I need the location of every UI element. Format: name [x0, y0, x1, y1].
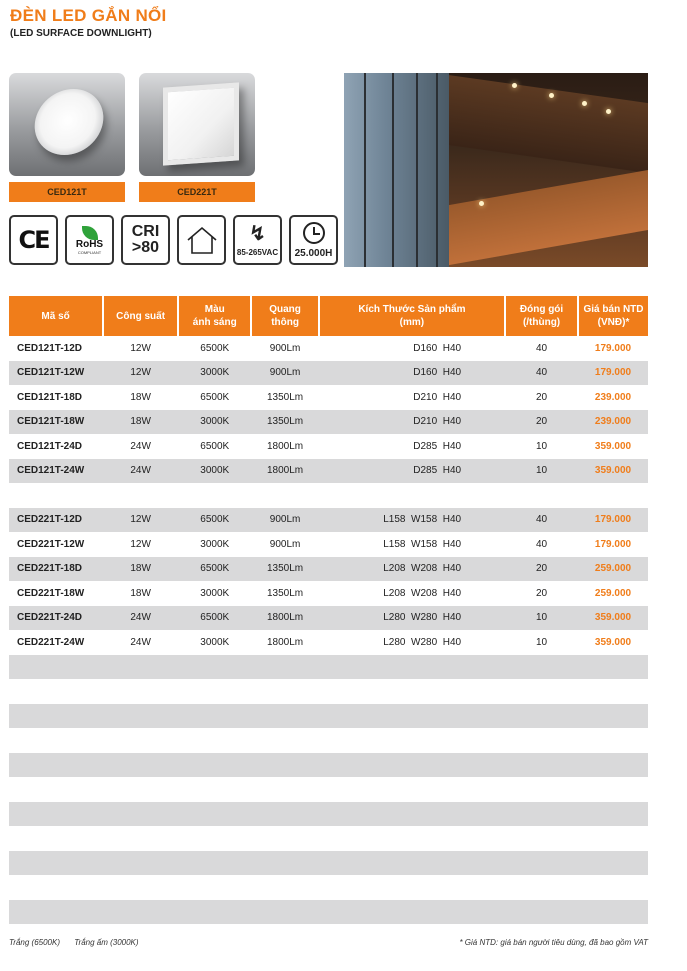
cell-color: 6500K	[178, 508, 251, 533]
header-power: Công suất	[103, 296, 178, 336]
cell-lumen: 1800Lm	[267, 440, 304, 452]
cell-code: CED121T-18W	[9, 410, 103, 435]
cell-empty	[251, 875, 318, 900]
cell-lumen: 1350Lm	[251, 557, 318, 582]
cell-empty	[9, 900, 103, 925]
cell-lumen: 1350Lm	[251, 410, 318, 435]
square-lamp-image	[163, 82, 239, 165]
photo-light	[606, 109, 611, 114]
cell-empty	[319, 679, 505, 704]
table-row-empty	[9, 704, 648, 729]
cell-pack: 40	[535, 342, 548, 354]
cell-empty	[578, 826, 648, 851]
table-row	[9, 459, 648, 484]
cell-empty	[103, 753, 178, 778]
cell-empty	[319, 900, 505, 925]
product-label-ced121t: CED121T	[9, 182, 125, 202]
cell-code: CED221T-24D	[9, 606, 103, 631]
cell-empty	[578, 851, 648, 876]
table-row-empty	[9, 802, 648, 827]
cell-empty	[505, 802, 578, 827]
cell-empty	[578, 777, 648, 802]
cell-power: 18W	[103, 557, 178, 582]
table-row	[9, 385, 648, 410]
cell-empty	[578, 875, 648, 900]
table-row-empty	[9, 777, 648, 802]
cell-empty	[505, 679, 578, 704]
cell-empty	[505, 875, 578, 900]
table-row	[9, 361, 648, 386]
cell-lumen: 900Lm	[251, 361, 318, 386]
cell-color: 3000K	[178, 410, 251, 435]
cell-empty	[251, 777, 318, 802]
photo-light	[549, 93, 554, 98]
table-row-empty	[9, 753, 648, 778]
table-row-empty	[9, 679, 648, 704]
cell-size: D210 H40	[319, 410, 505, 435]
cell-lumen: 1800Lm	[251, 459, 318, 484]
lifetime-text: 25.000H	[294, 247, 333, 259]
cell-pack: 10	[505, 606, 578, 631]
rohs-subtext: COMPLIANT	[77, 249, 102, 255]
cell-color: 3000K	[200, 587, 230, 599]
rohs-text: RoHS	[75, 238, 104, 250]
cell-color: 3000K	[200, 636, 230, 648]
cell-color: 6500K	[200, 391, 230, 403]
ce-mark-text: CE	[18, 226, 49, 254]
table-header-row	[9, 296, 648, 336]
cell-lumen: 900Lm	[269, 342, 301, 354]
cell-lumen: 1800Lm	[267, 636, 304, 648]
table-row-empty	[9, 875, 648, 900]
table-row-empty	[9, 728, 648, 753]
cell-price: 359.000	[578, 459, 648, 484]
cell-code: CED121T-12W	[9, 361, 103, 386]
cell-price: 179.000	[578, 508, 648, 533]
cell-empty	[178, 777, 251, 802]
cell-empty	[251, 802, 318, 827]
cell-empty	[319, 655, 505, 680]
cell-lumen: 1800Lm	[251, 606, 318, 631]
page-subtitle: (LED SURFACE DOWNLIGHT)	[10, 28, 152, 39]
cell-pack: 40	[505, 508, 578, 533]
cell-empty	[319, 704, 505, 729]
voltage-icon	[233, 215, 282, 265]
cell-color: 6500K	[200, 440, 230, 452]
cell-pack: 10	[505, 459, 578, 484]
cell-empty	[103, 826, 178, 851]
photo-glass-wall	[344, 73, 449, 267]
table-row	[9, 508, 648, 533]
cell-empty	[178, 875, 251, 900]
cell-size: D160 H40	[413, 342, 462, 354]
cell-power: 24W	[103, 459, 178, 484]
cell-power: 24W	[130, 440, 151, 452]
cell-pack: 10	[535, 636, 548, 648]
cell-size: D285 H40	[413, 440, 462, 452]
cell-empty	[505, 483, 578, 508]
table-row	[9, 434, 648, 459]
product-label-ced221t: CED221T	[139, 182, 255, 202]
cell-empty	[319, 875, 505, 900]
cell-empty	[178, 753, 251, 778]
cell-pack: 10	[535, 440, 548, 452]
photo-ceiling	[434, 73, 648, 173]
cell-lumen: 1350Lm	[267, 391, 304, 403]
cri-value: >80	[131, 239, 160, 256]
cell-price: 359.000	[578, 606, 648, 631]
cell-price: 179.000	[594, 342, 632, 354]
photo-mullion	[392, 73, 394, 267]
cell-power: 12W	[103, 361, 178, 386]
table-row-empty	[9, 483, 648, 508]
cell-size: D285 H40	[319, 459, 505, 484]
cri-label: CRI	[131, 223, 160, 240]
cell-price: 259.000	[578, 557, 648, 582]
cell-color: 3000K	[178, 361, 251, 386]
cell-empty	[578, 753, 648, 778]
cell-empty	[251, 728, 318, 753]
table-row-empty	[9, 851, 648, 876]
cri-icon	[121, 215, 170, 265]
cell-empty	[251, 679, 318, 704]
cell-size: L208 W208 H40	[319, 557, 505, 582]
cell-color: 6500K	[178, 606, 251, 631]
cell-code: CED121T-24D	[17, 440, 83, 452]
cell-power: 12W	[103, 508, 178, 533]
cell-lumen: 900Lm	[251, 508, 318, 533]
cell-empty	[505, 753, 578, 778]
photo-mullion	[436, 73, 438, 267]
cell-empty	[505, 851, 578, 876]
header-lumen: Quang thông	[251, 296, 318, 336]
cell-code: CED221T-24W	[17, 636, 85, 648]
product-image-ced221t	[139, 73, 255, 176]
cell-color: 6500K	[178, 557, 251, 582]
cell-power: 24W	[103, 606, 178, 631]
price-table	[9, 296, 648, 924]
cell-empty	[103, 802, 178, 827]
table-row-empty	[9, 655, 648, 680]
cell-empty	[9, 777, 103, 802]
cell-empty	[505, 728, 578, 753]
cell-empty	[578, 728, 648, 753]
cell-power: 18W	[130, 391, 151, 403]
cell-code: CED221T-18D	[9, 557, 103, 582]
footer-legend	[9, 938, 151, 947]
cell-empty	[578, 704, 648, 729]
cell-empty	[103, 679, 178, 704]
cell-empty	[251, 826, 318, 851]
cell-size: L208 W208 H40	[383, 587, 462, 599]
cell-empty	[578, 679, 648, 704]
cell-code: CED121T-18D	[17, 391, 83, 403]
cell-empty	[251, 851, 318, 876]
header-pack: Đóng gói (/thùng)	[505, 296, 578, 336]
cell-empty	[9, 655, 103, 680]
legend-white: Trắng (6500K)	[9, 938, 60, 947]
cell-empty	[103, 777, 178, 802]
cell-size: D210 H40	[413, 391, 462, 403]
cell-pack: 20	[505, 410, 578, 435]
cell-empty	[251, 655, 318, 680]
cell-color: 6500K	[200, 342, 230, 354]
cell-empty	[178, 679, 251, 704]
footer-note: * Giá NTD: giá bán người tiêu dùng, đã bao gồm VAT	[459, 938, 648, 947]
cell-empty	[251, 483, 318, 508]
cell-price: 239.000	[578, 410, 648, 435]
cell-code: CED121T-24W	[9, 459, 103, 484]
cell-empty	[251, 900, 318, 925]
table-row-empty	[9, 826, 648, 851]
cell-power: 12W	[130, 538, 151, 550]
cell-empty	[103, 728, 178, 753]
cell-empty	[103, 851, 178, 876]
table-row	[9, 336, 648, 361]
cell-pack: 20	[535, 587, 548, 599]
cell-size: L280 W280 H40	[383, 636, 462, 648]
cell-empty	[178, 826, 251, 851]
voltage-text: 85-265VAC	[236, 247, 279, 257]
cell-empty	[319, 753, 505, 778]
cell-price: 259.000	[594, 587, 632, 599]
cell-size: L158 W158 H40	[319, 508, 505, 533]
cell-empty	[319, 777, 505, 802]
cell-size: D160 H40	[319, 361, 505, 386]
cell-empty	[505, 704, 578, 729]
cell-pack: 40	[505, 361, 578, 386]
cell-empty	[103, 704, 178, 729]
cell-lumen: 1350Lm	[267, 587, 304, 599]
cell-empty	[319, 728, 505, 753]
round-lamp-image	[30, 89, 107, 155]
cell-empty	[103, 900, 178, 925]
cell-empty	[178, 655, 251, 680]
cell-empty	[178, 728, 251, 753]
photo-light	[582, 101, 587, 106]
photo-light	[512, 83, 517, 88]
cell-empty	[178, 483, 251, 508]
table-row-empty	[9, 900, 648, 925]
clock-icon	[303, 222, 325, 244]
header-price: Giá bán NTD (VNĐ)*	[578, 296, 648, 336]
cell-empty	[578, 483, 648, 508]
cell-empty	[178, 900, 251, 925]
cell-empty	[9, 753, 103, 778]
photo-mullion	[364, 73, 366, 267]
cell-empty	[505, 826, 578, 851]
header-color: Màu ánh sáng	[178, 296, 251, 336]
cell-empty	[319, 483, 505, 508]
cell-price: 179.000	[578, 361, 648, 386]
lifetime-icon	[289, 215, 338, 265]
cell-color: 3000K	[178, 459, 251, 484]
cell-empty	[9, 483, 103, 508]
legend-warm: Trắng ấm (3000K)	[74, 938, 139, 947]
cell-empty	[319, 826, 505, 851]
cell-empty	[178, 802, 251, 827]
cell-code: CED221T-18W	[17, 587, 85, 599]
page-title: ĐÈN LED GẮN NỔI	[10, 6, 167, 25]
cell-empty	[505, 900, 578, 925]
cell-empty	[9, 851, 103, 876]
cell-code: CED121T-12D	[17, 342, 83, 354]
cell-pack: 20	[535, 391, 548, 403]
table-row	[9, 532, 648, 557]
cell-empty	[251, 753, 318, 778]
cell-empty	[505, 655, 578, 680]
lightning-icon: ↯	[249, 222, 266, 245]
photo-light	[479, 201, 484, 206]
cell-empty	[103, 483, 178, 508]
cell-empty	[103, 655, 178, 680]
cell-price: 239.000	[594, 391, 632, 403]
cell-empty	[9, 679, 103, 704]
cell-code: CED221T-12D	[9, 508, 103, 533]
header-size: Kích Thước Sản phẩm (mm)	[319, 296, 505, 336]
product-image-ced121t	[9, 73, 125, 176]
cell-pack: 40	[535, 538, 548, 550]
photo-mullion	[416, 73, 418, 267]
table-row	[9, 630, 648, 655]
table-row	[9, 606, 648, 631]
cell-price: 179.000	[594, 538, 632, 550]
header-code: Mã số	[9, 296, 103, 336]
cell-empty	[251, 704, 318, 729]
table-row	[9, 581, 648, 606]
cell-empty	[9, 802, 103, 827]
cell-empty	[9, 704, 103, 729]
cell-lumen: 900Lm	[269, 538, 301, 550]
cell-power: 12W	[130, 342, 151, 354]
rohs-icon	[65, 215, 114, 265]
cell-color: 3000K	[200, 538, 230, 550]
cell-empty	[319, 802, 505, 827]
cell-power: 18W	[130, 587, 151, 599]
cell-empty	[578, 655, 648, 680]
cell-price: 359.000	[594, 440, 632, 452]
cell-power: 18W	[103, 410, 178, 435]
cell-pack: 20	[505, 557, 578, 582]
table-row	[9, 410, 648, 435]
cell-empty	[578, 802, 648, 827]
corridor-photo	[344, 73, 648, 267]
cell-power: 24W	[130, 636, 151, 648]
cell-size: L280 W280 H40	[319, 606, 505, 631]
cell-price: 359.000	[594, 636, 632, 648]
cell-empty	[178, 704, 251, 729]
ce-mark-icon	[9, 215, 58, 265]
cell-empty	[178, 851, 251, 876]
table-row	[9, 557, 648, 582]
cell-empty	[9, 728, 103, 753]
cell-empty	[319, 851, 505, 876]
cell-size: L158 W158 H40	[383, 538, 462, 550]
cell-empty	[505, 777, 578, 802]
cell-empty	[9, 875, 103, 900]
leaf-icon	[82, 226, 98, 240]
cell-empty	[103, 875, 178, 900]
indoor-home-icon	[177, 215, 226, 265]
cell-empty	[9, 826, 103, 851]
cell-code: CED221T-12W	[17, 538, 85, 550]
cell-empty	[578, 900, 648, 925]
